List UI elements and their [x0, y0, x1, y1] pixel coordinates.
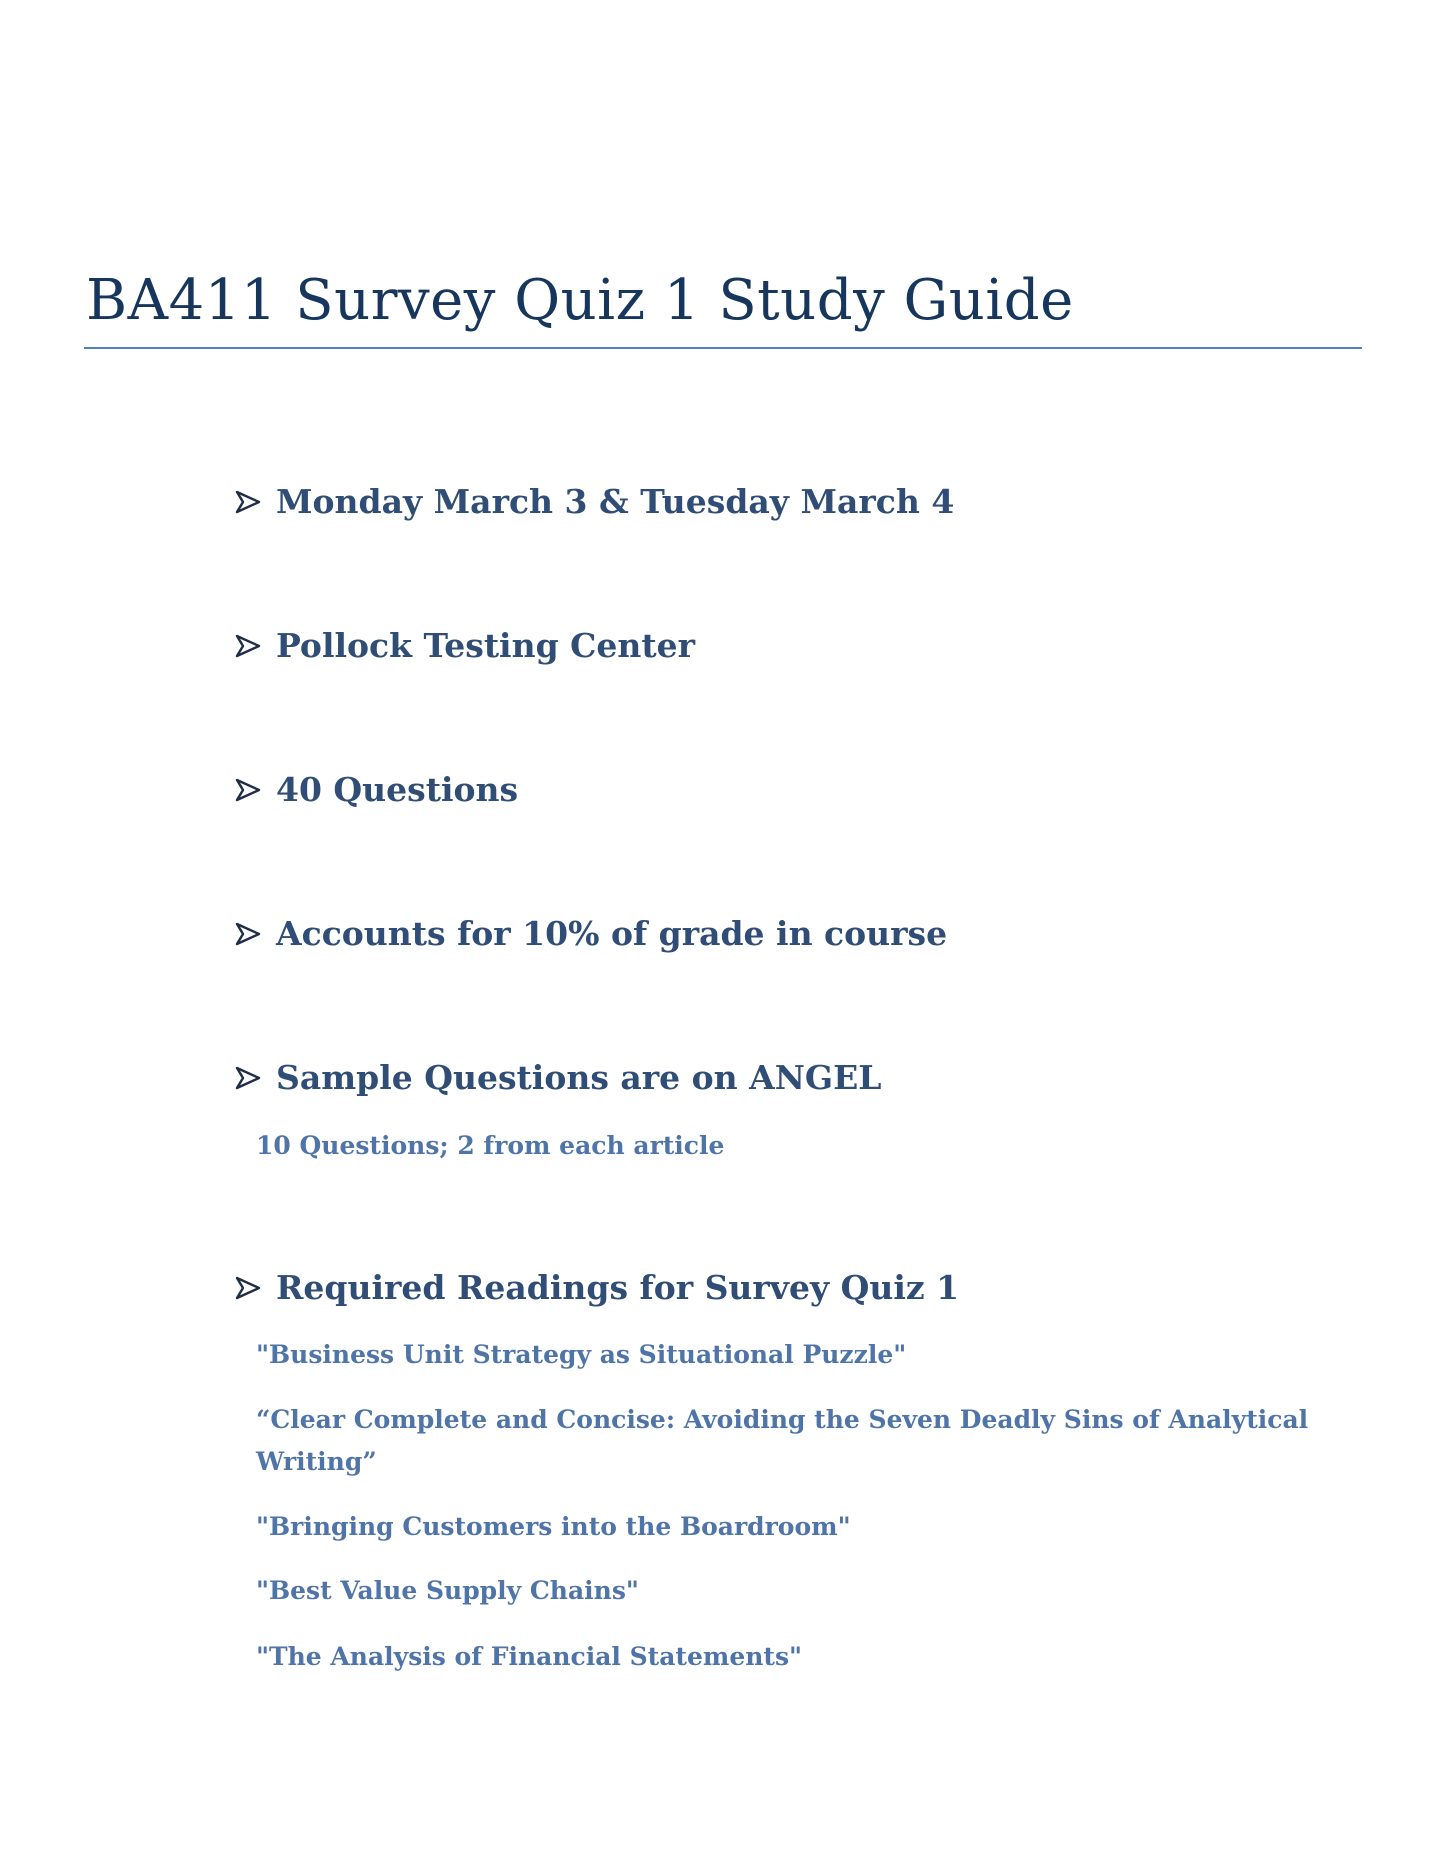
reading-item: "Bringing Customers into the Boardroom"	[256, 1512, 851, 1541]
bullet-item-location	[234, 626, 695, 665]
bullet-text: Accounts for 10% of grade in course	[276, 914, 948, 953]
reading-item: “Clear Complete and Concise: Avoiding the Seven Deadly Sins of Analytical Writing”	[256, 1405, 1309, 1476]
bullet-item-question-count	[234, 770, 518, 809]
arrow-bullet-icon	[234, 920, 262, 948]
arrow-bullet-icon	[234, 1274, 262, 1302]
arrow-bullet-icon	[234, 632, 262, 660]
reading-item: "Business Unit Strategy as Situational Puzzle"	[256, 1340, 907, 1369]
bullet-text: Pollock Testing Center	[276, 626, 696, 665]
bullet-item-grade-weight	[234, 914, 947, 953]
reading-item: "Best Value Supply Chains"	[256, 1576, 639, 1605]
bullet-item-date	[234, 482, 954, 521]
arrow-bullet-icon	[234, 488, 262, 516]
arrow-bullet-icon	[234, 1064, 262, 1092]
reading-item: "The Analysis of Financial Statements"	[256, 1642, 803, 1671]
title-underline-rule	[84, 347, 1362, 349]
sample-questions-note: 10 Questions; 2 from each article	[256, 1131, 725, 1160]
bullet-item-sample-questions	[234, 1058, 881, 1097]
bullet-text: 40 Questions	[276, 770, 519, 809]
bullet-text: Required Readings for Survey Quiz 1	[276, 1268, 960, 1307]
bullet-item-required-readings	[234, 1268, 959, 1307]
document-title: BA411 Survey Quiz 1 Study Guide	[86, 268, 1074, 333]
bullet-text: Monday March 3 & Tuesday March 4	[276, 482, 955, 521]
arrow-bullet-icon	[234, 776, 262, 804]
bullet-text: Sample Questions are on ANGEL	[276, 1058, 882, 1097]
